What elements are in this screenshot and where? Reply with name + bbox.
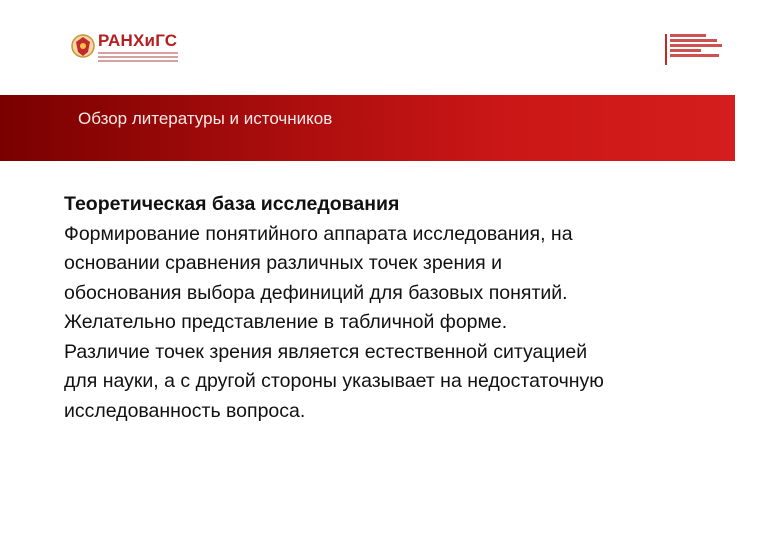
slide-body [64,190,624,426]
institute-logo [665,34,725,66]
body-paragraph-2: Различие точек зрения является естественной ситуацией для науки, а с другой стороны указывает на недостаточную исследованность вопроса. [64,340,604,422]
slide-title: Обзор литературы и источников [78,109,333,128]
body-paragraph-1: Формирование понятийного аппарата исследования, на основании сравнения различных точек зрения и обоснования выбора дефиниций для базовых понятий. Желательно представление в табличной форме. [64,222,573,333]
institute-logo-bar [665,34,667,65]
emblem-icon [70,32,96,62]
institute-logo-lines [670,34,722,59]
logo-wordmark: РАНХиГС [98,31,178,50]
body-heading: Теоретическая база исследования [64,193,400,215]
title-banner [0,95,735,161]
logo-subtitle-lines [98,52,178,64]
ranepa-logo [70,30,180,70]
